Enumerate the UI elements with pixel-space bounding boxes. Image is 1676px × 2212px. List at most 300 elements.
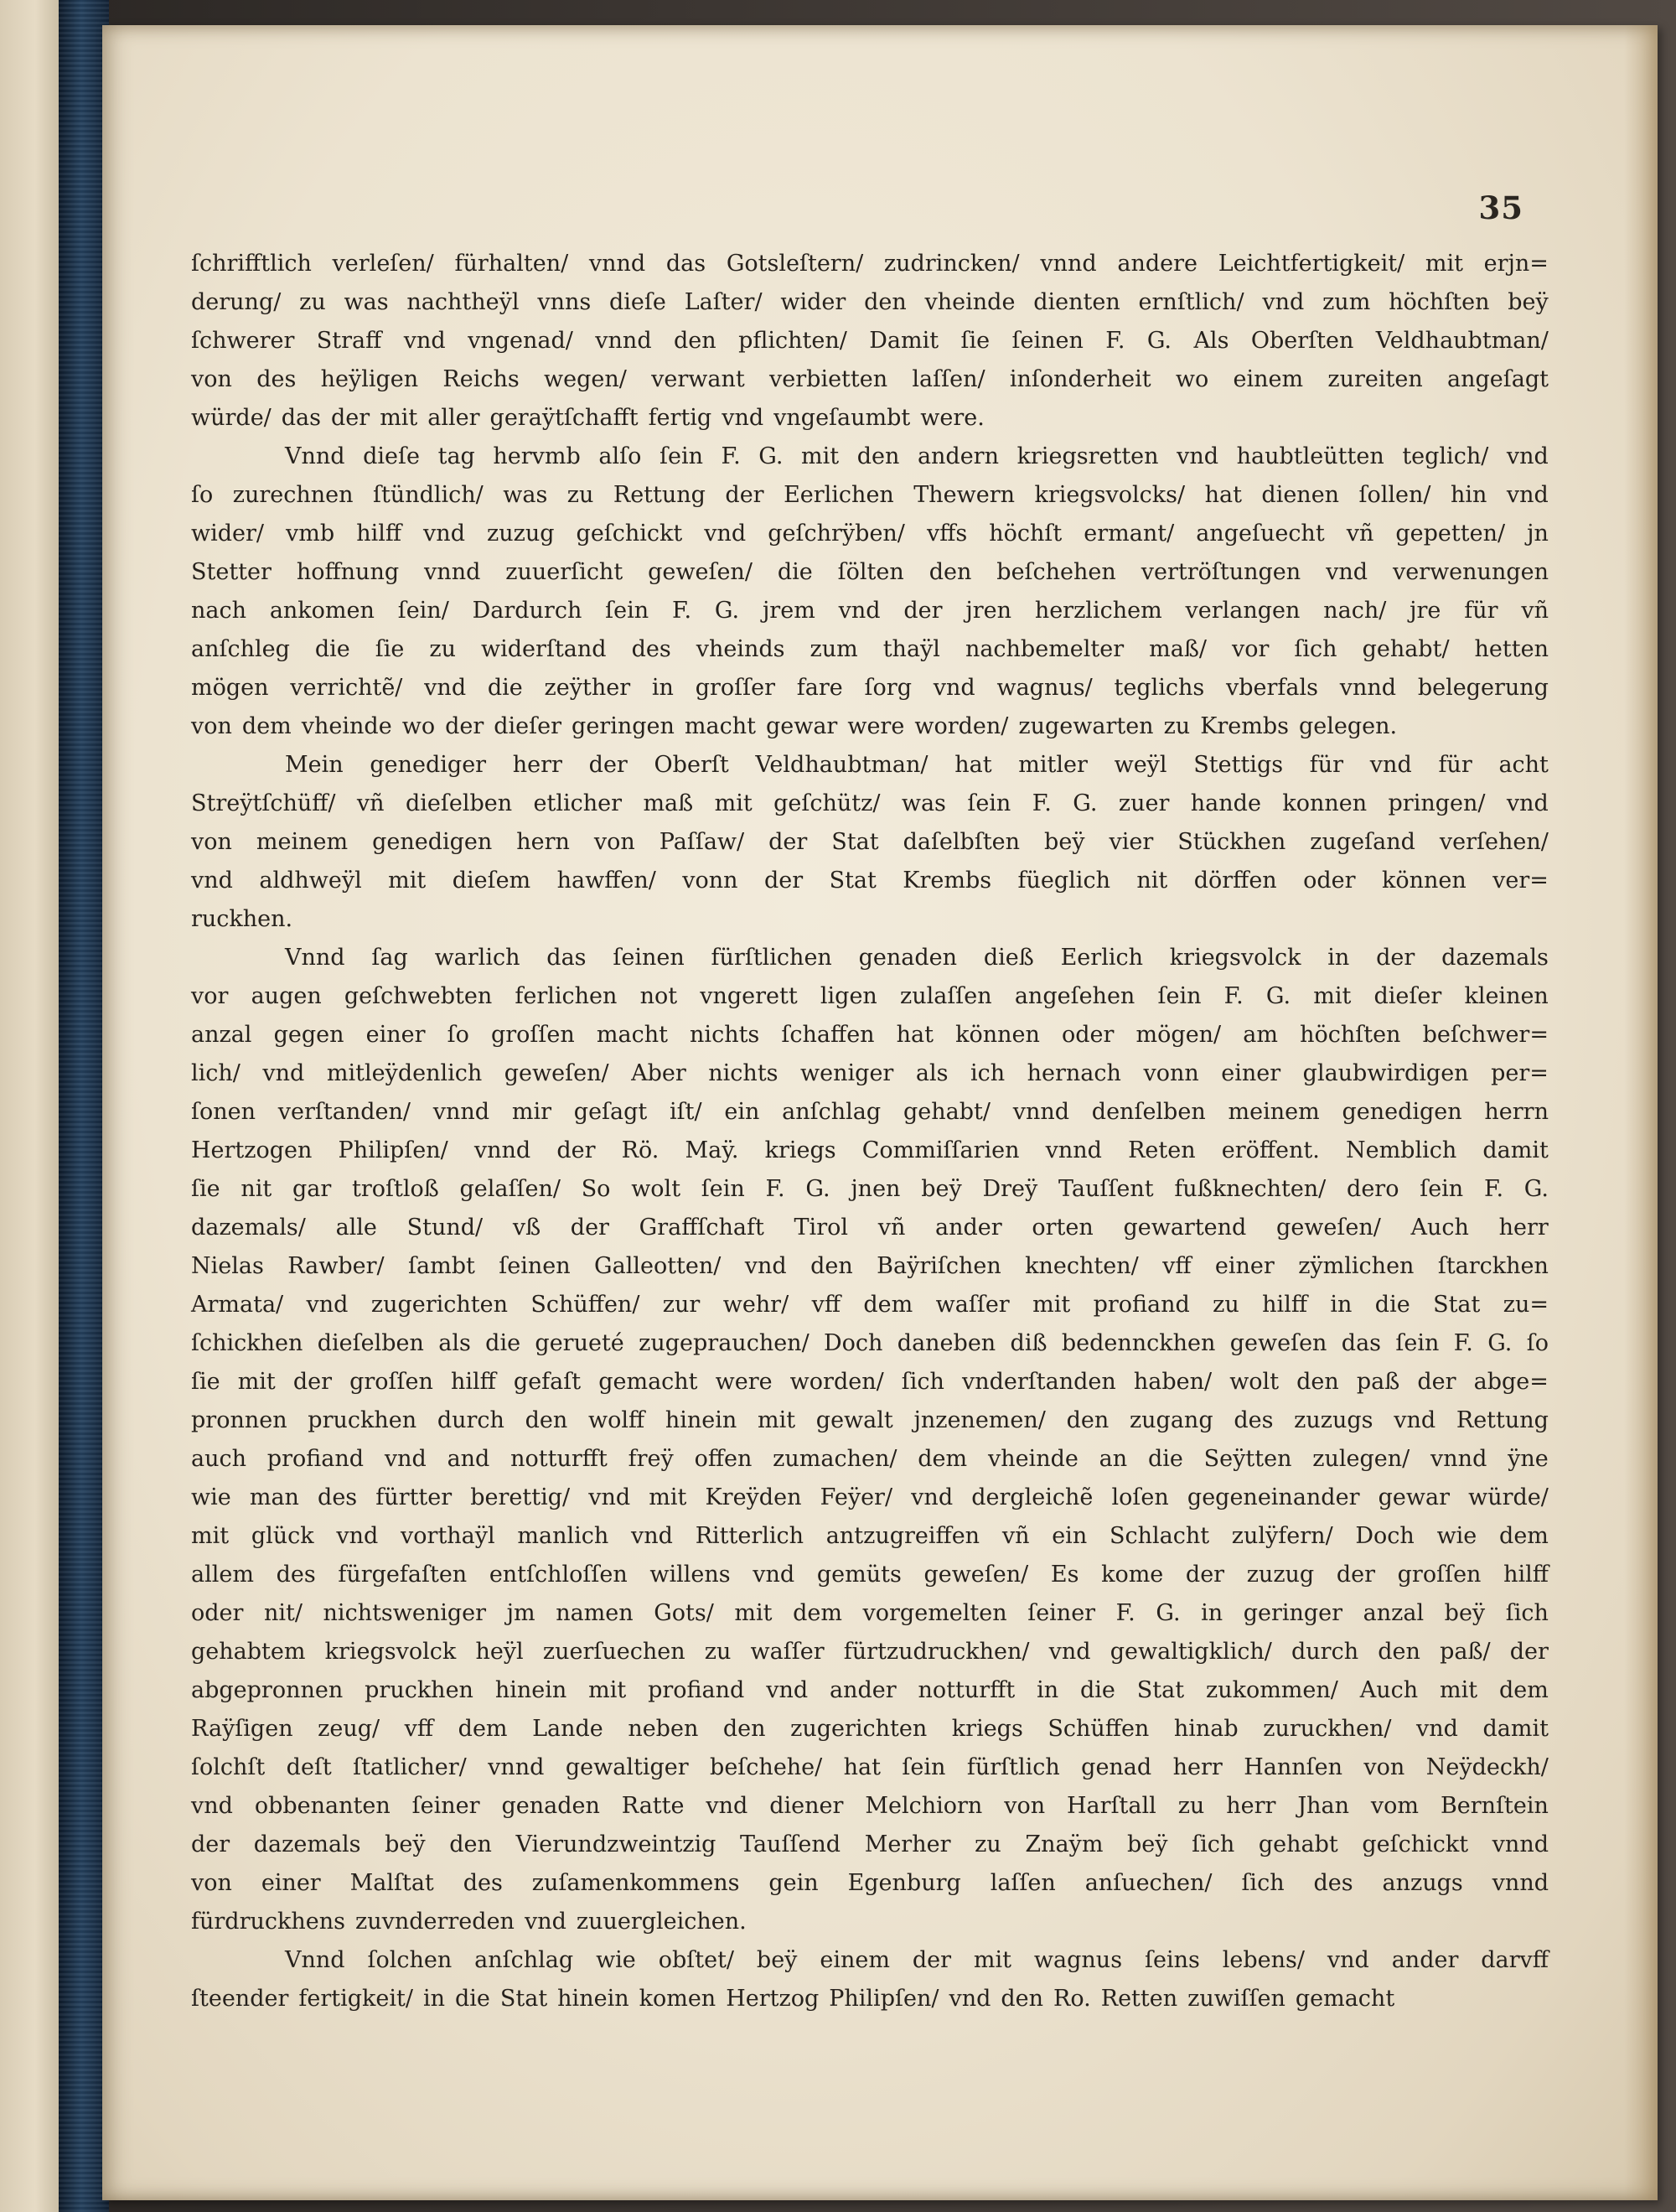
word: ſölten xyxy=(837,559,904,585)
word: den xyxy=(856,443,900,469)
word: fare xyxy=(796,675,843,701)
word: den xyxy=(810,1253,853,1279)
text-line xyxy=(191,245,1549,283)
word: vnnd xyxy=(432,1099,490,1125)
word: ſollen/ xyxy=(1358,482,1431,508)
word: einer xyxy=(365,1022,426,1048)
word: Philipſen/ xyxy=(338,1137,448,1163)
word: vnnd xyxy=(1012,1099,1070,1125)
word: ſich xyxy=(1505,1600,1549,1626)
word: vertröſtungen xyxy=(1141,559,1301,585)
text-line xyxy=(191,630,1549,669)
word: ſie xyxy=(375,636,405,662)
word: mitler xyxy=(1018,752,1088,778)
book-page xyxy=(102,25,1658,2200)
word: allem xyxy=(191,1562,254,1588)
word: Auch xyxy=(1410,1215,1469,1241)
word: von xyxy=(1363,1754,1405,1780)
word: Doch xyxy=(824,1330,883,1356)
word: meinem xyxy=(256,829,349,855)
word: dem xyxy=(918,1446,968,1472)
word: vñ xyxy=(356,790,385,816)
word: Seÿtten xyxy=(1203,1446,1292,1472)
word: groſſen xyxy=(349,1369,433,1395)
word: vnnd xyxy=(1492,1831,1549,1857)
word: laſſen/ xyxy=(912,366,985,392)
word: Kreÿden xyxy=(705,1484,802,1510)
word: ſein xyxy=(1420,1176,1464,1202)
word: vnd xyxy=(1506,443,1549,469)
word: zulÿfern/ xyxy=(1231,1523,1333,1549)
word: ander xyxy=(935,1215,1002,1241)
word: dieſer xyxy=(494,713,562,739)
word: gewar xyxy=(1378,1484,1450,1510)
word: Lande xyxy=(532,1716,603,1742)
word: gar xyxy=(292,1176,332,1202)
word: ſich xyxy=(901,1369,944,1395)
word: in xyxy=(422,1986,445,2012)
text-line xyxy=(191,1324,1549,1363)
word: diß xyxy=(1010,1330,1048,1356)
word: gehabtem xyxy=(191,1639,306,1665)
word: dörffen xyxy=(1193,868,1277,894)
word: vnd xyxy=(766,1677,809,1703)
word: angeſehen xyxy=(1014,983,1135,1009)
text-line xyxy=(191,1247,1549,1286)
word: den xyxy=(1001,1986,1044,2012)
word: ſo xyxy=(191,482,214,508)
word: Vierundzweintzig xyxy=(515,1831,716,1857)
word: vnnd xyxy=(1430,1446,1487,1472)
word: herzlichem xyxy=(1034,598,1162,624)
word: wie xyxy=(1436,1523,1477,1549)
word: mit xyxy=(388,868,427,894)
word: Raÿſigen xyxy=(191,1716,293,1742)
word: hetten xyxy=(1474,636,1549,662)
word: gehabt/ xyxy=(903,1099,991,1125)
word: zÿmlichen xyxy=(1298,1253,1415,1279)
word: Stat xyxy=(831,829,879,855)
word: das xyxy=(665,251,706,277)
word: beſchehe/ xyxy=(710,1754,823,1780)
word: zulegen/ xyxy=(1312,1446,1410,1472)
word: gepetten/ xyxy=(1395,521,1506,547)
word: acht xyxy=(1498,752,1549,778)
word: namen xyxy=(556,1600,634,1626)
word: anſuechen/ xyxy=(1084,1870,1213,1896)
word: vnd xyxy=(524,1909,566,1935)
word: Stat xyxy=(1136,1677,1185,1703)
word: für xyxy=(1438,752,1472,778)
word: hat xyxy=(843,1754,882,1780)
word: ſie xyxy=(191,1176,220,1202)
word: vonn xyxy=(1143,1060,1199,1086)
text-line xyxy=(191,707,1549,746)
word: dieſer xyxy=(1373,983,1442,1009)
word: pruckhen xyxy=(308,1407,417,1433)
word: wo xyxy=(401,713,436,739)
word: tag xyxy=(437,443,475,469)
word: G. xyxy=(805,1176,830,1202)
word: fürſtlichen xyxy=(711,945,832,971)
word: vñ xyxy=(1521,598,1549,624)
word: vnd xyxy=(933,675,975,701)
word: Stetter xyxy=(191,559,272,585)
word: verwenungen xyxy=(1392,559,1549,585)
word: Eerlichen xyxy=(784,482,894,508)
word: ſonen xyxy=(191,1099,256,1125)
word: G. xyxy=(758,443,784,469)
word: vheinde xyxy=(987,1446,1079,1472)
word: an xyxy=(1099,1446,1128,1472)
word: augen xyxy=(251,983,322,1009)
word: man xyxy=(249,1484,299,1510)
word: zugeſand xyxy=(1310,829,1415,855)
word: ſtarckhen xyxy=(1437,1253,1549,1279)
word: hoffnung xyxy=(296,559,400,585)
word: beÿ xyxy=(1044,829,1085,855)
word: hinein xyxy=(557,1986,629,2012)
word: geſchütz/ xyxy=(773,790,881,816)
word: groſſen xyxy=(1397,1562,1482,1588)
word: widerſtand xyxy=(481,636,607,662)
word: Feÿer/ xyxy=(820,1484,893,1510)
word: jnen xyxy=(851,1176,901,1202)
word: darvff xyxy=(1481,1947,1549,1973)
word: ſein xyxy=(902,1754,946,1780)
word: jrem xyxy=(762,598,815,624)
text-line xyxy=(191,1633,1549,1671)
word: profiand xyxy=(266,1446,365,1472)
word: F. xyxy=(1453,1330,1473,1356)
word: verbietten xyxy=(769,366,888,392)
word: verleſen/ xyxy=(332,251,434,277)
word: Philipſen/ xyxy=(829,1986,939,2012)
word: dergleichẽ xyxy=(971,1484,1094,1510)
word: berettig/ xyxy=(470,1484,571,1510)
word: F. xyxy=(1115,1600,1135,1626)
word: zur xyxy=(662,1292,701,1318)
word: wolff xyxy=(587,1407,645,1433)
word: vß xyxy=(512,1215,541,1241)
word: laſſen xyxy=(990,1870,1056,1896)
word: Schüffen xyxy=(1048,1716,1150,1742)
word: Melchiorn xyxy=(865,1793,983,1819)
word: genad xyxy=(1081,1754,1152,1780)
word: der xyxy=(768,829,808,855)
word: obbenanten xyxy=(254,1793,391,1819)
word: ſteender xyxy=(191,1986,289,2012)
word: ruckhen. xyxy=(191,906,293,932)
word: ankomen xyxy=(269,598,375,624)
word: ſchaffen xyxy=(781,1022,875,1048)
word: von xyxy=(191,366,232,392)
paragraph xyxy=(191,1941,1549,2018)
word: zuerſuechen xyxy=(542,1639,685,1665)
word: dienten xyxy=(1033,289,1120,315)
word: mir xyxy=(511,1099,552,1125)
word: verſtanden/ xyxy=(277,1099,411,1125)
word: nit xyxy=(241,1176,272,1202)
word: Stettigs xyxy=(1193,752,1284,778)
text-line xyxy=(191,669,1549,707)
text-line xyxy=(191,1209,1549,1247)
word: der xyxy=(1336,1562,1376,1588)
word: des xyxy=(318,1484,358,1510)
word: vier xyxy=(1109,829,1154,855)
word: F. xyxy=(1483,1176,1504,1202)
word: F. xyxy=(1223,983,1244,1009)
word: anzal xyxy=(1363,1600,1425,1626)
word: aldhweÿl xyxy=(259,868,362,894)
word: fürtter xyxy=(375,1484,453,1510)
facing-page-edge xyxy=(0,0,59,2212)
word: vnderſtanden xyxy=(962,1369,1116,1395)
word: heÿl xyxy=(475,1639,524,1665)
word: mit xyxy=(380,405,418,431)
word: denſelben xyxy=(1091,1099,1206,1125)
word: pflichten/ xyxy=(738,328,847,354)
word: Auch xyxy=(1359,1677,1419,1703)
word: Oberſten xyxy=(1250,328,1354,354)
word: vngeſaumbt xyxy=(773,405,911,431)
word: Vnnd xyxy=(285,443,345,469)
word: ſein xyxy=(1395,1330,1440,1356)
word: oder xyxy=(1062,1022,1115,1048)
word: wider xyxy=(780,289,846,315)
word: fürhalten/ xyxy=(454,251,569,277)
word: aller xyxy=(427,405,480,431)
word: angeſagt xyxy=(1447,366,1549,392)
word: der xyxy=(556,1137,596,1163)
word: lich/ xyxy=(191,1060,241,1086)
word: als xyxy=(438,1330,471,1356)
word: in xyxy=(1327,945,1350,971)
word: manlich xyxy=(517,1523,609,1549)
word: einer xyxy=(1214,1253,1275,1279)
text-line xyxy=(191,1363,1549,1401)
word: F. xyxy=(765,1176,785,1202)
word: geringen xyxy=(572,713,675,739)
word: wagnus/ xyxy=(996,675,1093,701)
word: paß/ xyxy=(1440,1639,1491,1665)
word: vnd xyxy=(1326,559,1368,585)
word: entſchloſſen xyxy=(489,1562,628,1588)
word: zulaſſen xyxy=(899,983,992,1009)
word: zu= xyxy=(1503,1292,1549,1318)
word: Retten xyxy=(1100,1986,1178,2012)
word: alle xyxy=(335,1215,377,1241)
word: in xyxy=(1330,1292,1353,1318)
word: jren xyxy=(965,598,1011,624)
word: ſie xyxy=(191,1369,220,1395)
word: jn xyxy=(1527,521,1549,547)
text-line xyxy=(191,1132,1549,1170)
word: gefaſt xyxy=(513,1369,582,1395)
word: weÿl xyxy=(1114,752,1167,778)
word: ſambt xyxy=(408,1253,475,1279)
word: dieſelben xyxy=(405,790,513,816)
word: zuzug xyxy=(1246,1562,1315,1588)
word: mit xyxy=(1032,1292,1071,1318)
word: paß xyxy=(1356,1369,1400,1395)
word: den xyxy=(449,1831,492,1857)
word: geſchrÿben/ xyxy=(768,521,905,547)
text-line xyxy=(191,1710,1549,1748)
word: die xyxy=(314,636,350,662)
word: vnd xyxy=(1369,752,1412,778)
word: jre xyxy=(1410,598,1441,624)
word: G. xyxy=(1523,1176,1549,1202)
word: daſelbſten xyxy=(903,829,1021,855)
word: dazemals/ xyxy=(191,1215,306,1241)
word: hilff xyxy=(1503,1562,1549,1588)
word: zu xyxy=(975,1831,1001,1857)
word: gehabt xyxy=(1258,1831,1338,1857)
word: konnen xyxy=(1282,790,1368,816)
word: Galleotten/ xyxy=(594,1253,722,1279)
word: vheinde xyxy=(924,289,1016,315)
word: vnnd xyxy=(1040,251,1097,277)
word: knechten/ xyxy=(1025,1253,1139,1279)
word: Streÿtſchüff/ xyxy=(191,790,336,816)
word: am xyxy=(1243,1022,1278,1048)
word: hilff xyxy=(356,521,402,547)
word: beſchehen xyxy=(996,559,1116,585)
word: wider/ xyxy=(191,521,265,547)
word: ein xyxy=(724,1099,760,1125)
word: gegeneinander xyxy=(1187,1484,1360,1510)
word: was xyxy=(344,289,389,315)
word: zu xyxy=(704,1639,732,1665)
word: vnd xyxy=(753,1562,795,1588)
word: Mein xyxy=(285,752,344,778)
word: beÿ xyxy=(385,1831,426,1857)
word: fürdruckhens xyxy=(191,1909,345,1935)
word: hilff xyxy=(1262,1292,1308,1318)
word: were xyxy=(847,713,905,739)
word: teglich/ xyxy=(1402,443,1489,469)
word: gehabt/ xyxy=(1362,636,1450,662)
word: genedigen xyxy=(1342,1099,1462,1125)
word: in xyxy=(651,675,674,701)
word: wegen/ xyxy=(544,366,627,392)
text-line xyxy=(191,939,1549,977)
book-binding xyxy=(59,0,109,2212)
text-line xyxy=(191,322,1549,360)
word: ſeinen xyxy=(1011,328,1084,354)
text-line xyxy=(191,1941,1549,1980)
word: gemacht xyxy=(1295,1986,1395,2012)
word: worden/ xyxy=(789,1369,884,1395)
word: hawffen/ xyxy=(556,868,656,894)
word: zurechnen xyxy=(232,482,354,508)
word: höchſt xyxy=(989,521,1063,547)
word: zeÿther xyxy=(544,675,631,701)
word: geringer xyxy=(1243,1600,1343,1626)
word: anſchleg xyxy=(191,636,290,662)
word: macht xyxy=(684,713,756,739)
word: ſein xyxy=(659,443,703,469)
word: pruckhen xyxy=(365,1677,473,1703)
word: Tauſſent xyxy=(1058,1176,1154,1202)
word: Doch xyxy=(1355,1523,1415,1549)
word: des xyxy=(631,636,671,662)
word: zum xyxy=(810,636,858,662)
word: ſtatlicher/ xyxy=(353,1754,467,1780)
word: erjn= xyxy=(1483,251,1549,277)
word: zukommen/ xyxy=(1205,1677,1338,1703)
word: offen xyxy=(694,1446,753,1472)
word: ſeinen xyxy=(613,945,685,971)
word: genediger xyxy=(370,752,487,778)
word: abge= xyxy=(1473,1369,1549,1395)
word: dazemals xyxy=(253,1831,361,1857)
word: vheinde xyxy=(301,713,392,739)
word: daneben xyxy=(897,1330,996,1356)
word: gelegen. xyxy=(1299,713,1398,739)
word: zu xyxy=(1177,1793,1205,1819)
text-line xyxy=(191,977,1549,1016)
word: meinem xyxy=(1228,1099,1320,1125)
word: vnd xyxy=(384,1446,427,1472)
word: pringen/ xyxy=(1388,790,1486,816)
word: Es xyxy=(1050,1562,1079,1588)
word: Gotsleſtern/ xyxy=(726,251,864,277)
word: were. xyxy=(920,405,985,431)
word: genedigen xyxy=(372,829,493,855)
word: verrichtẽ/ xyxy=(290,675,403,701)
text-line xyxy=(191,1440,1549,1479)
word: G. xyxy=(1146,328,1172,354)
word: Egenburg xyxy=(847,1870,961,1896)
word: Tauſſend xyxy=(740,1831,841,1857)
word: von xyxy=(593,829,635,855)
word: loſen xyxy=(1111,1484,1169,1510)
word: fußknechten/ xyxy=(1174,1176,1327,1202)
word: Dardurch xyxy=(472,598,582,624)
word: ſeins xyxy=(1144,1947,1200,1973)
word: F. xyxy=(1105,328,1125,354)
word: vorthaÿl xyxy=(401,1523,495,1549)
word: Damit xyxy=(869,328,939,354)
word: vnd xyxy=(1394,1407,1436,1433)
word: gewar xyxy=(765,713,838,739)
word: vnd xyxy=(262,1060,305,1086)
word: G. xyxy=(1156,1600,1181,1626)
word: zuvnderreden xyxy=(354,1909,515,1935)
word: nachtheÿl xyxy=(406,289,520,315)
word: genaden xyxy=(858,945,958,971)
word: ſeinen xyxy=(499,1253,571,1279)
word: herr xyxy=(1498,1215,1549,1241)
word: Bernſtein xyxy=(1440,1793,1549,1819)
word: per= xyxy=(1491,1060,1549,1086)
word: füeglich xyxy=(1017,868,1110,894)
word: zuuergleichen. xyxy=(576,1909,747,1935)
word: jnzenemen/ xyxy=(913,1407,1046,1433)
word: geweſen/ xyxy=(923,1562,1029,1588)
word: Stat xyxy=(499,1986,548,2012)
word: gegen xyxy=(273,1022,344,1048)
word: thaÿl xyxy=(882,636,940,662)
paragraph xyxy=(191,746,1549,939)
word: vnd xyxy=(631,1523,673,1549)
word: damit xyxy=(1482,1716,1549,1742)
text-line xyxy=(191,283,1549,322)
word: teglichs xyxy=(1114,675,1205,701)
word: F. xyxy=(1032,790,1052,816)
